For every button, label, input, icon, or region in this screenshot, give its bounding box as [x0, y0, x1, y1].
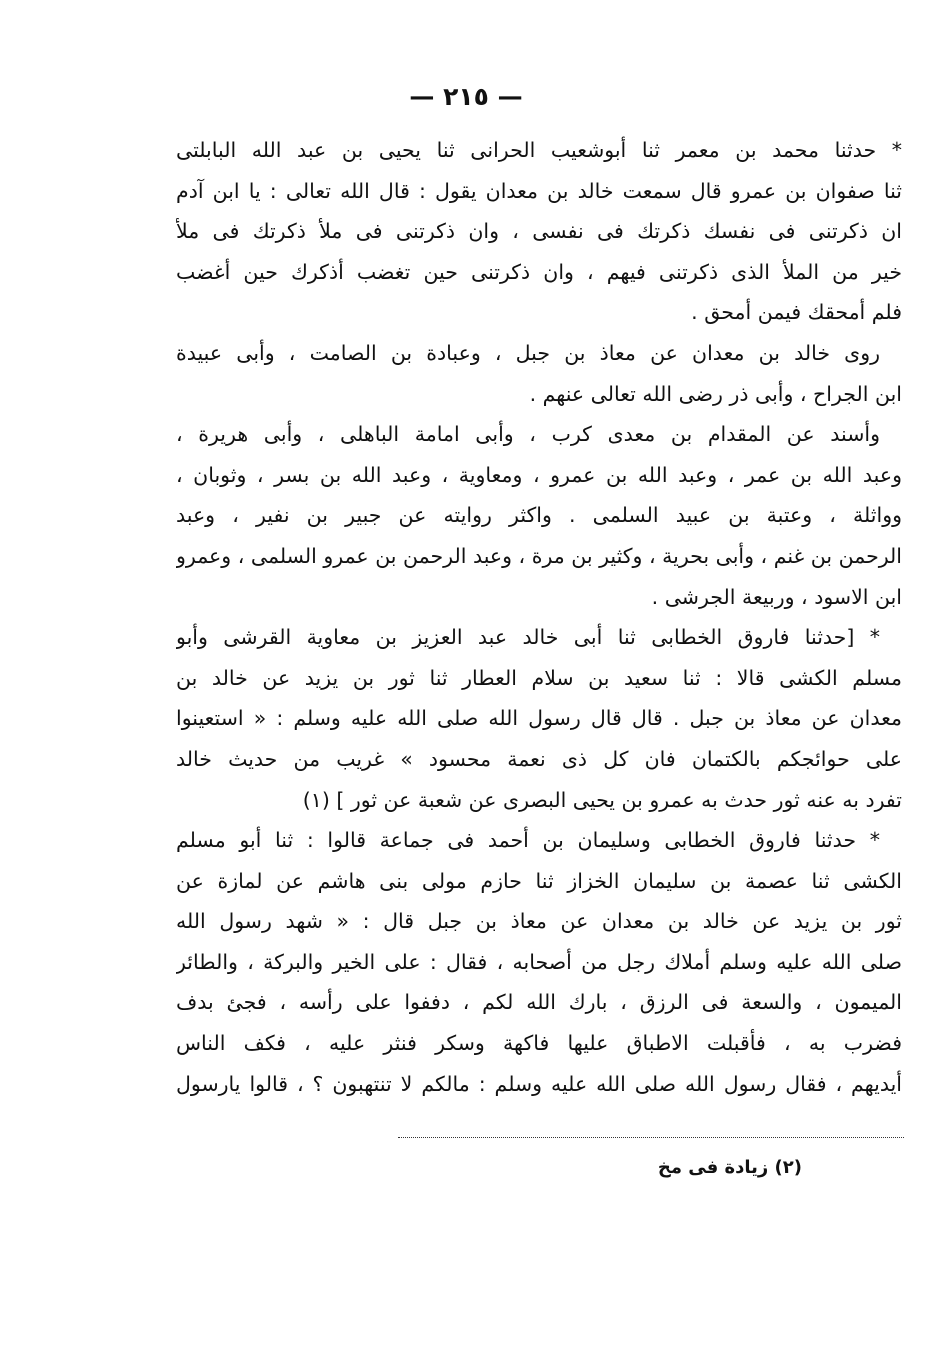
text-line: ثور بن يزيد عن خالد بن معدان عن معاذ بن جبل قال : « شهد رسول الله — [176, 909, 902, 934]
text-line: * [حدثنا فاروق الخطابى ثنا أبى خالد عبد العزيز بن معاوية القرشى وأبو — [176, 625, 880, 650]
footnote: (٢) زيادة فى مخ — [657, 1157, 802, 1178]
text-line: الميمون ، والسعة فى الرزق ، بارك الله لكم ، دففوا على رأسه ، فجئ بدف — [176, 990, 902, 1015]
text-line: وواثلة ، وعتبة بن عبيد السلمى . واكثر روايته عن جبير بن نفير ، وعبد — [176, 503, 902, 528]
text-line: الكشى ثنا عصمة بن سليمان الخزاز ثنا حازم مولى بنى هاشم عن لمازة عن — [176, 868, 902, 893]
text-line: وعبد الله بن عمر ، وعبد الله بن عمرو ، ومعاوية ، وعبد الله بن بسر ، وثوبان ، — [176, 462, 902, 487]
text-line: معدان عن معاذ بن جبل . قال قال رسول الله صلى الله عليه وسلم : « استعينوا — [176, 706, 902, 731]
text-line: روى خالد بن معدان عن معاذ بن جبل ، وعبادة بن الصامت ، وأبى عبيدة — [176, 340, 880, 365]
text-line: ابن الاسود ، وربيعة الجرشى . — [651, 584, 902, 609]
text-line: * حدثنا محمد بن معمر ثنا أبوشعيب الحرانى ثنا يحيى بن عبد الله البابلتى — [176, 138, 902, 162]
text-line: تفرد به عنه ثور حدث به عمرو بن يحيى البصرى عن شعبة عن ثور ] (١) — [302, 787, 902, 812]
text-line: على حوائجكم بالكتمان فان كل ذى نعمة محسود » غريب من حديث خالد — [176, 746, 902, 771]
text-line: ابن الجراح ، وأبى ذر رضى الله تعالى عنهم . — [529, 381, 902, 406]
text-line: مسلم الكشى قالا : ثنا سعيد بن سلام العطار ثنا ثور بن يزيد عن خالد بن — [176, 665, 902, 690]
body-text — [176, 130, 902, 1104]
text-line: فضرب به ، فأقبلت الاطباق عليها فاكهة وسكر فنثر عليه ، فكف الناس — [176, 1031, 902, 1056]
text-line: ان ذكرتنى فى نفسك ذكرتك فى نفسى ، وان ذكرتنى فى ملأ ذكرتك فى ملأ — [176, 219, 902, 244]
text-line: صلى الله عليه وسلم أملاك رجل من أصحابه ، فقال : على الخير والبركة ، والطائر — [176, 949, 902, 974]
text-line: خير من الملأ الذى ذكرتنى فيهم ، وان ذكرتنى حين تغضب أذكرك حين أغضب — [176, 259, 902, 284]
text-line: الرحمن بن غنم ، وأبى بحرية ، وكثير بن مرة ، وعبد الرحمن بن عمرو السلمى ، وعمرو — [176, 543, 902, 568]
page-number: — ٢١٥ — — [409, 82, 523, 111]
text-line: ثنا صفوان بن عمرو قال سمعت خالد بن معدان يقول : قال الله تعالى : يا ابن آدم — [176, 178, 902, 203]
text-line: وأسند عن المقدام بن معدى كرب ، وأبى امامة الباهلى ، وأبى هريرة ، — [176, 422, 880, 447]
text-line: فلم أمحقك فيمن أمحق . — [691, 300, 902, 325]
text-line: * حدثنا فاروق الخطابى وسليمان بن أحمد فى جماعة قالوا : ثنا أبو مسلم — [176, 828, 880, 853]
text-line: أيديهم ، فقال رسول الله صلى الله عليه وسلم : مالكم لا تنتهبون ؟ ، قالوا يارسول — [176, 1071, 902, 1096]
footnote-divider — [398, 1137, 904, 1138]
